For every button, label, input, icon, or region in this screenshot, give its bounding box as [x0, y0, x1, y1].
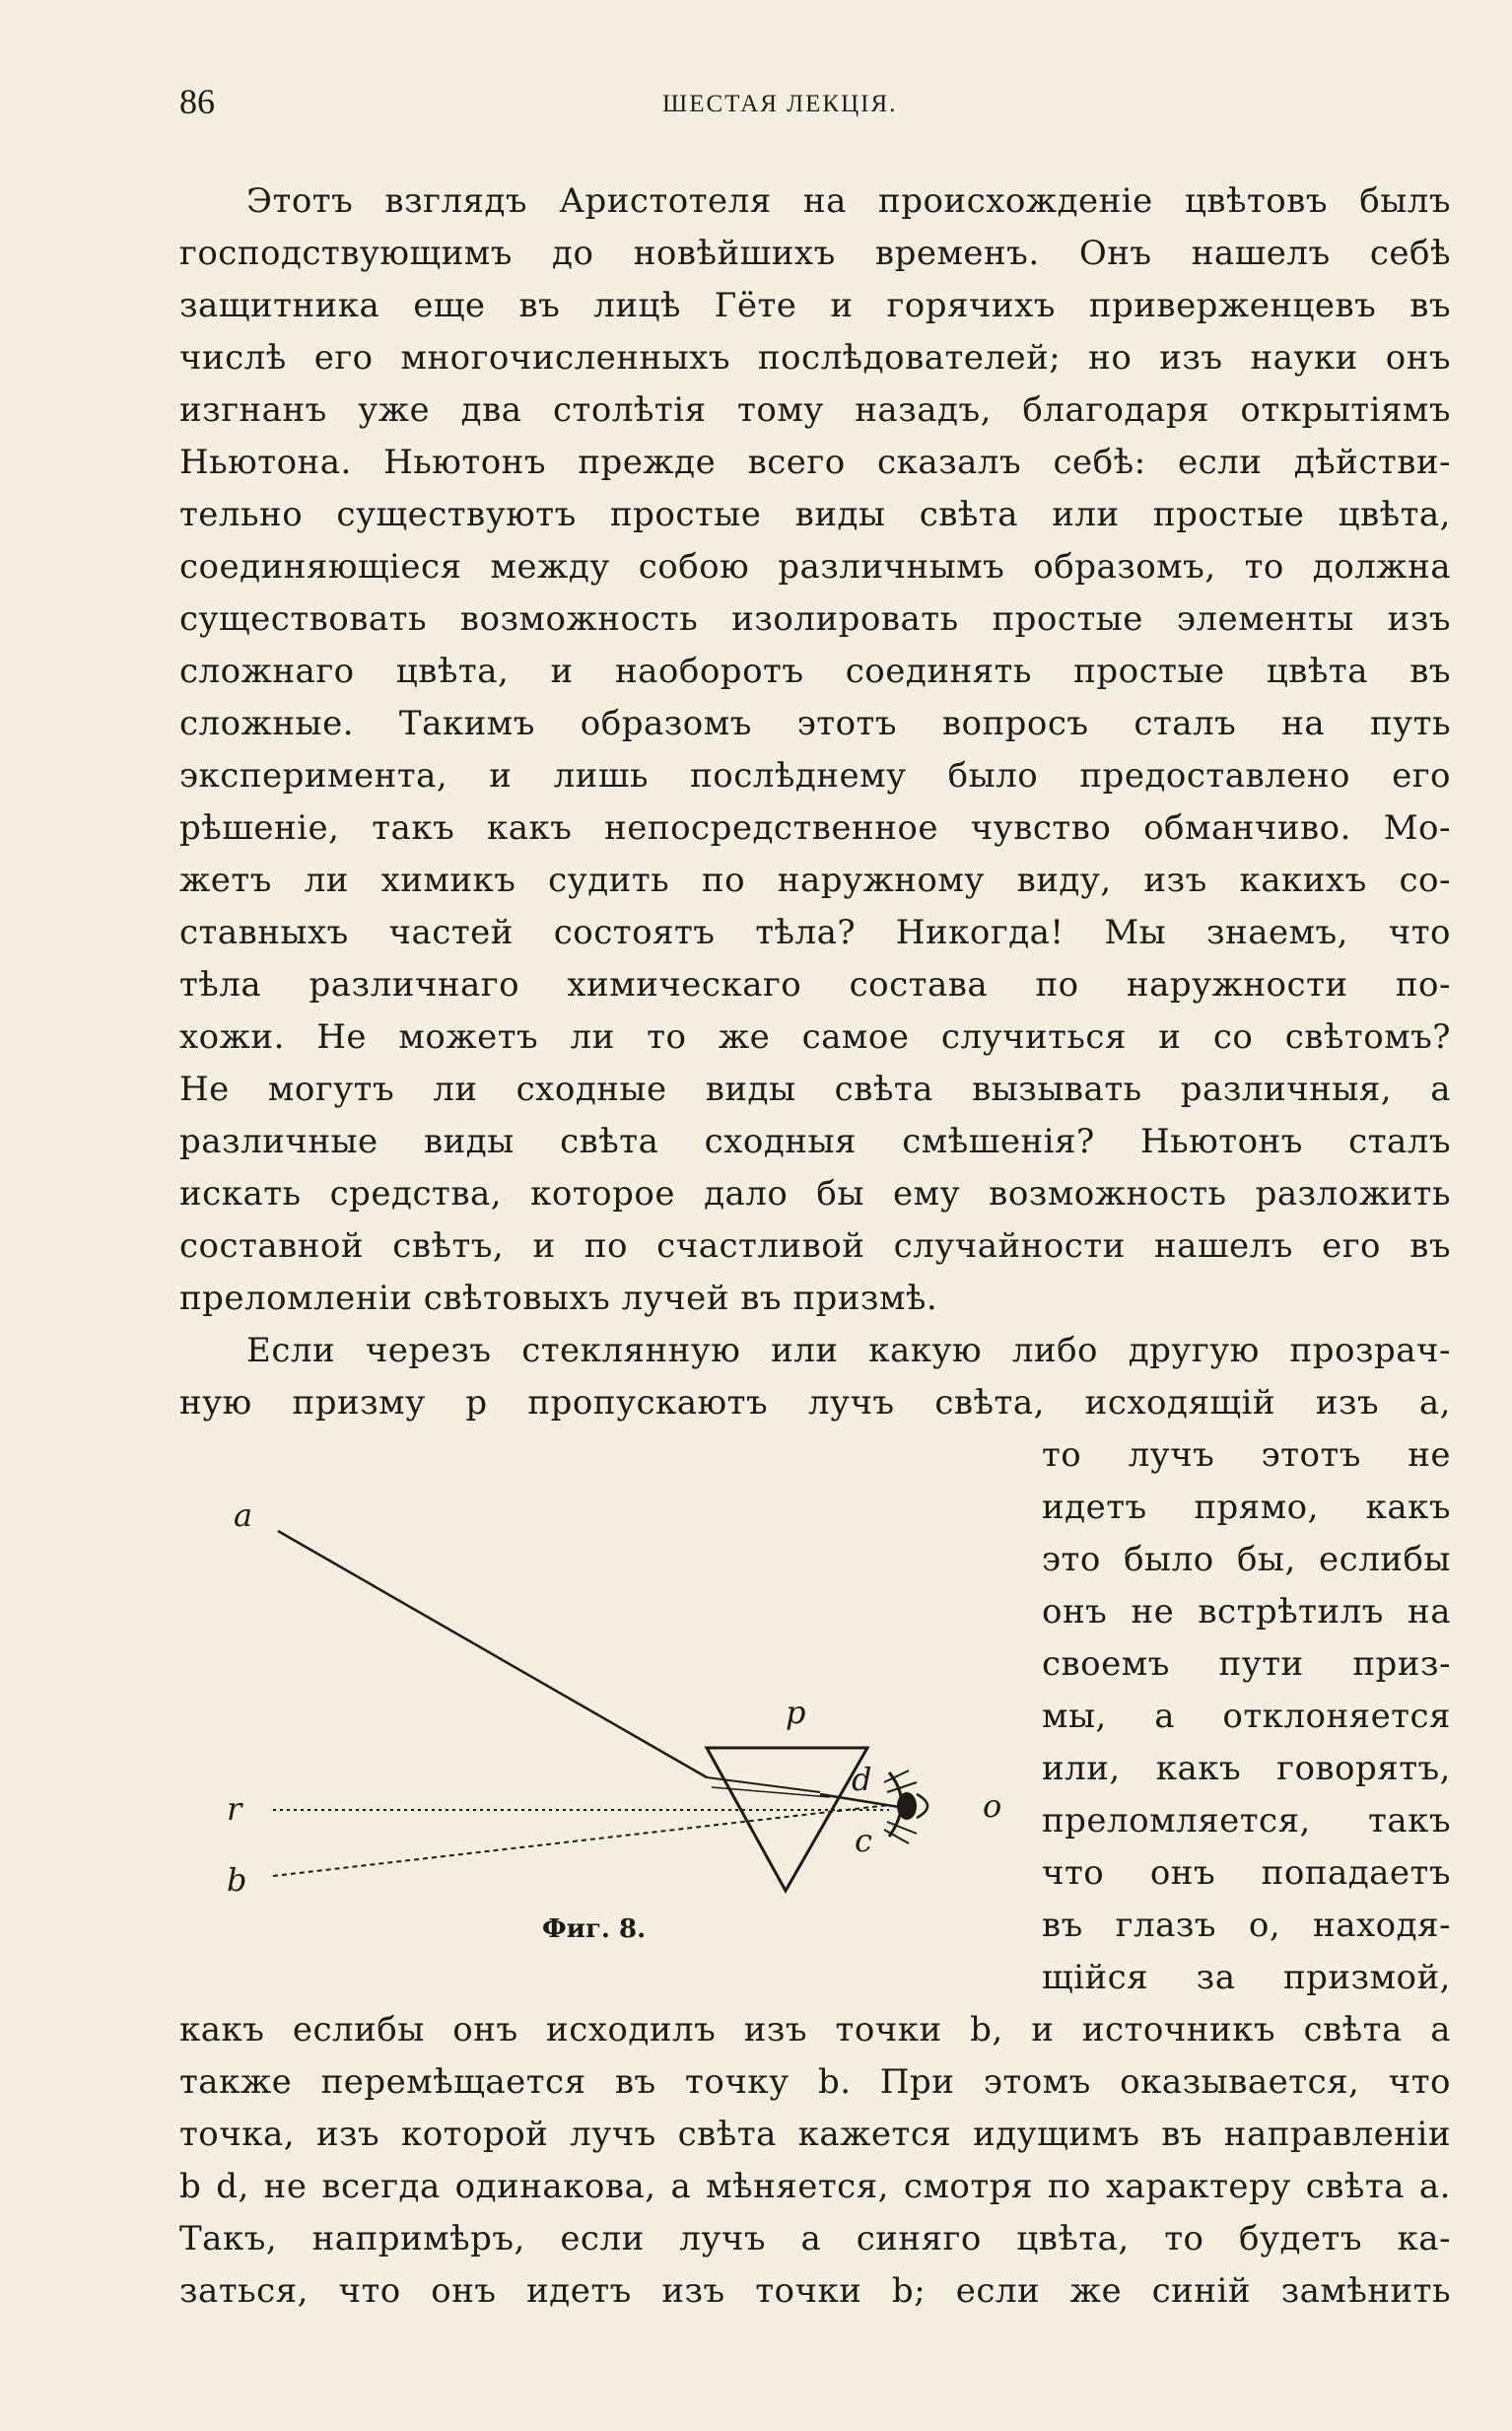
text-line: преломляется, такъ — [1042, 1801, 1451, 1841]
text-line: точка, изъ которой лучъ свѣта кажется идущимъ въ направленіи — [179, 2115, 1451, 2154]
prism-shape — [707, 1748, 867, 1891]
text-line: преломленіи свѣтовыхъ лучей въ призмѣ. — [179, 1279, 938, 1318]
text-line: заться, что онъ идетъ изъ точки b; если же синій замѣнить — [179, 2271, 1451, 2311]
text-line: то лучъ этотъ не — [1042, 1435, 1451, 1475]
text-line: сложнаго цвѣта, и наоборотъ соединять простые цвѣта въ — [179, 652, 1451, 691]
running-title: ШЕСТАЯ ЛЕКЦІЯ. — [662, 91, 898, 117]
text-line: b d, не всегда одинакова, а мѣняется, смотря по характеру свѣта a. — [179, 2167, 1451, 2206]
text-line: Не могутъ ли сходные виды свѣта вызывать различныя, а — [179, 1070, 1451, 1109]
label-o: o — [983, 1787, 1002, 1825]
text-line: также перемѣщается въ точку b. При этомъ оказывается, что — [179, 2062, 1451, 2102]
label-r: r — [227, 1790, 242, 1828]
text-line: онъ не встрѣтилъ на — [1042, 1592, 1451, 1632]
text-line: существовать возможность изолировать простые элементы изъ — [179, 599, 1451, 639]
text-line: это было бы, еслибы — [1042, 1540, 1451, 1579]
text-line: соединяющіеся между собою различнымъ образомъ, то должна — [179, 547, 1451, 587]
text-line: различные виды свѣта сходныя смѣшенія? Ньютонъ сталъ — [179, 1122, 1451, 1161]
prism-figure — [179, 1457, 1007, 1970]
ray-inside-2 — [712, 1787, 830, 1797]
text-line: Если черезъ стеклянную или какую либо другую прозрач- — [246, 1331, 1451, 1370]
text-line: защитника еще въ лицѣ Гёте и горячихъ приверженцевъ въ — [179, 286, 1451, 325]
text-line: щійся за призмой, — [1042, 1958, 1451, 1997]
text-line: тѣла различнаго химическаго состава по наружности по- — [179, 965, 1451, 1005]
text-line: Ньютона. Ньютонъ прежде всего сказалъ себѣ: если дѣйстви- — [179, 443, 1451, 482]
text-line: что онъ попадаетъ — [1042, 1853, 1451, 1893]
text-line: идетъ прямо, какъ — [1042, 1488, 1451, 1527]
text-line: изгнанъ уже два столѣтія тому назадъ, благодаря открытіямъ — [179, 390, 1451, 430]
text-line: искать средства, которое дало бы ему возможность разложить — [179, 1174, 1451, 1214]
text-line: ную призму p пропускаютъ лучъ свѣта, исходящій изъ a, — [179, 1383, 1451, 1423]
label-p: p — [786, 1694, 806, 1731]
label-a: a — [234, 1496, 253, 1534]
text-line: хожи. Не можетъ ли то же самое случиться и со свѣтомъ? — [179, 1017, 1451, 1057]
ray-b — [273, 1805, 889, 1876]
text-line: жетъ ли химикъ судить по наружному виду, изъ какихъ со- — [179, 861, 1451, 900]
text-line: тельно существуютъ простые виды свѣта или простые цвѣта, — [179, 495, 1451, 534]
text-line: рѣшеніе, такъ какъ непосредственное чувство обманчиво. Мо- — [179, 808, 1451, 848]
label-b: b — [227, 1861, 247, 1899]
text-line: своемъ пути приз- — [1042, 1644, 1451, 1684]
page-number: 86 — [179, 82, 215, 121]
label-c: c — [855, 1822, 872, 1859]
page-header — [179, 81, 1451, 130]
text-line: какъ еслибы онъ исходилъ изъ точки b, и источникъ свѣта a — [179, 2010, 1451, 2049]
text-line: господствующимъ до новѣйшихъ временъ. Онъ нашелъ себѣ — [179, 234, 1451, 273]
label-d: d — [852, 1761, 872, 1798]
text-line: числѣ его многочисленныхъ послѣдователей; но изъ науки онъ — [179, 338, 1451, 378]
text-line: мы, а отклоняется — [1042, 1697, 1451, 1736]
text-line: эксперимента, и лишь послѣднему было предоставлено его — [179, 756, 1451, 796]
text-line: Такъ, напримѣръ, если лучъ a синяго цвѣта, то будетъ ка- — [179, 2219, 1451, 2258]
text-line: Этотъ взглядъ Аристотеля на происхожденіе цвѣтовъ былъ — [246, 181, 1451, 221]
text-line: составной свѣтъ, и по счастливой случайности нашелъ его въ — [179, 1226, 1451, 1266]
figure-caption: Фиг. 8. — [542, 1914, 647, 1944]
text-line: ставныхъ частей состоятъ тѣла? Никогда! Мы знаемъ, что — [179, 913, 1451, 952]
ray-a — [278, 1531, 707, 1777]
text-line: или, какъ говорятъ, — [1042, 1749, 1451, 1788]
text-line: въ глазъ o, находя- — [1042, 1906, 1451, 1945]
eye-icon — [884, 1771, 928, 1843]
ray-inside — [707, 1777, 820, 1792]
text-line: сложные. Такимъ образомъ этотъ вопросъ сталъ на путь — [179, 704, 1451, 743]
